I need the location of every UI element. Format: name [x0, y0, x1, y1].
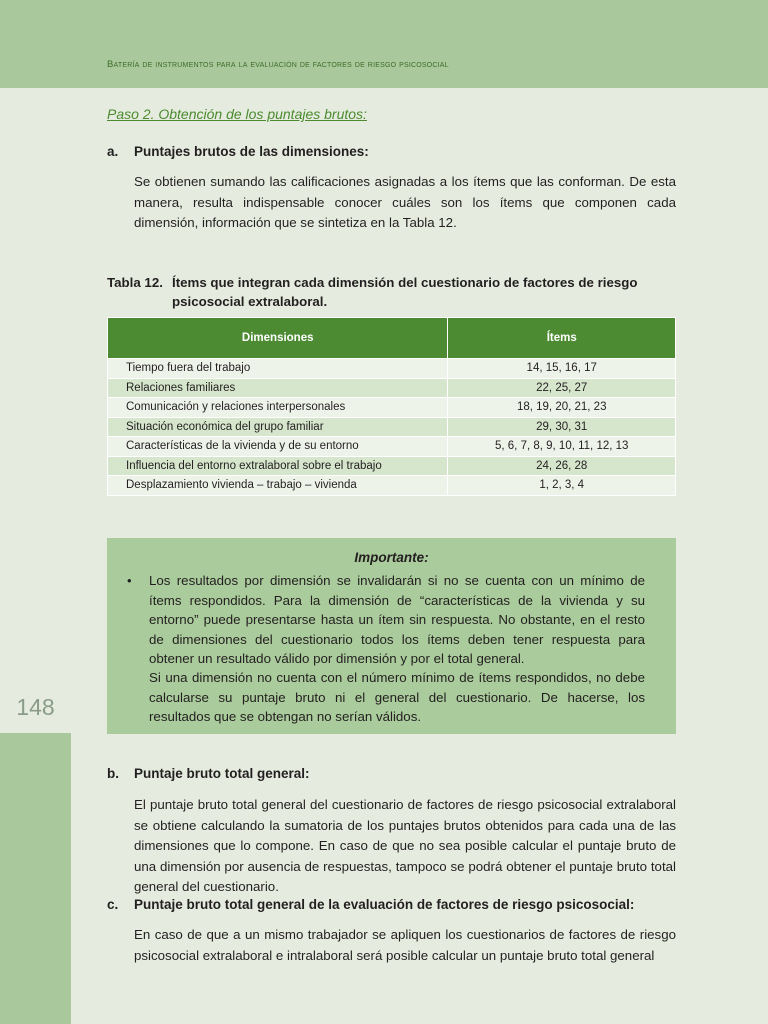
items-cell: 22, 25, 27 — [448, 378, 676, 398]
bullet-icon: • — [127, 573, 132, 588]
section-c-text: En caso de que a un mismo trabajador se apliquen los cuestionarios de factores de riesgo psicosocial extralaboral e intralaboral será posible calcular un puntaje bruto total general — [134, 927, 676, 963]
table-row — [108, 359, 676, 379]
table-row — [108, 398, 676, 418]
items-cell: 1, 2, 3, 4 — [448, 476, 676, 496]
dimension-cell: Desplazamiento vivienda – trabajo – vivienda — [108, 476, 448, 496]
table-number: Tabla 12. — [107, 275, 163, 290]
dimension-cell: Situación económica del grupo familiar — [108, 417, 448, 437]
section-a-text: Se obtienen sumando las calificaciones asignadas a los ítems que las conforman. De esta manera, resulta indispensable conocer cuáles son los ítems que componen cada dimensión, información que se sintetiza en la Tabla 12. — [134, 174, 676, 230]
dimension-cell: Características de la vivienda y de su entorno — [108, 437, 448, 457]
table-row — [108, 437, 676, 457]
header-dimensiones: Dimensiones — [108, 318, 448, 359]
table-caption — [107, 273, 677, 311]
items-cell: 18, 19, 20, 21, 23 — [448, 398, 676, 418]
header-band — [0, 0, 768, 88]
dimension-cell: Comunicación y relaciones interpersonales — [108, 398, 448, 418]
section-a-heading — [107, 144, 369, 159]
items-cell: 29, 30, 31 — [448, 417, 676, 437]
important-text-1: Los resultados por dimensión se invalidarán si no se cuenta con un mínimo de ítems respondidos. Para la dimensión de “características de la vivienda y su entorno” puede presentarse hasta un ítem sin respuesta. No obstante, en el resto de dimensiones del cuestionario todos los ítems deben tener respuesta para obtener un resultado válido por dimensión y por el total general. — [149, 573, 645, 666]
section-b-text: El puntaje bruto total general del cuestionario de factores de riesgo psicosocial extralaboral se obtiene calculando la sumatoria de los puntajes brutos obtenidos para cada una de las dimensiones que lo compone. En caso de que no sea posible calcular el puntaje bruto de una dimensión por ausencia de respuestas, tampoco se podrá obtener el puntaje bruto total general del cuestionario. — [134, 797, 676, 894]
running-header: Batería de instrumentos para la evaluación de factores de riesgo psicosocial — [107, 59, 449, 70]
side-band — [0, 733, 71, 1024]
dimension-cell: Relaciones familiares — [108, 378, 448, 398]
table-row — [108, 476, 676, 496]
section-b-title: Puntaje bruto total general: — [134, 766, 310, 781]
section-b-heading — [107, 766, 310, 781]
table-title-line2: psicosocial extralaboral. — [172, 294, 328, 309]
section-c-letter: c. — [107, 897, 119, 912]
page-number: 148 — [16, 694, 55, 720]
table-row — [108, 456, 676, 476]
important-box — [107, 538, 676, 734]
table-header-row — [108, 318, 676, 359]
dimension-cell: Influencia del entorno extralaboral sobre el trabajo — [108, 456, 448, 476]
dimension-cell: Tiempo fuera del trabajo — [108, 359, 448, 379]
header-items: Ítems — [448, 318, 676, 359]
table-row — [108, 417, 676, 437]
dimensions-table — [107, 317, 676, 496]
items-cell: 5, 6, 7, 8, 9, 10, 11, 12, 13 — [448, 437, 676, 457]
table-title-line1: Ítems que integran cada dimensión del cuestionario de factores de riesgo — [172, 275, 638, 290]
items-cell: 24, 26, 28 — [448, 456, 676, 476]
important-title: Importante: — [354, 550, 429, 565]
section-a-title: Puntajes brutos de las dimensiones: — [134, 144, 369, 159]
section-c-heading — [107, 897, 634, 912]
step-heading: Paso 2. Obtención de los puntajes brutos: — [107, 106, 367, 122]
table-row — [108, 378, 676, 398]
section-b-letter: b. — [107, 766, 119, 781]
section-c-title: Puntaje bruto total general de la evaluación de factores de riesgo psicosocial: — [134, 897, 635, 912]
section-a-letter: a. — [107, 144, 119, 159]
items-cell: 14, 15, 16, 17 — [448, 359, 676, 379]
important-text-2: Si una dimensión no cuenta con el número mínimo de ítems respondidos, no debe calcularse su puntaje bruto ni el general del cuestionario. De hacerse, los resultados que se obtengan no serían válidos. — [149, 670, 645, 724]
